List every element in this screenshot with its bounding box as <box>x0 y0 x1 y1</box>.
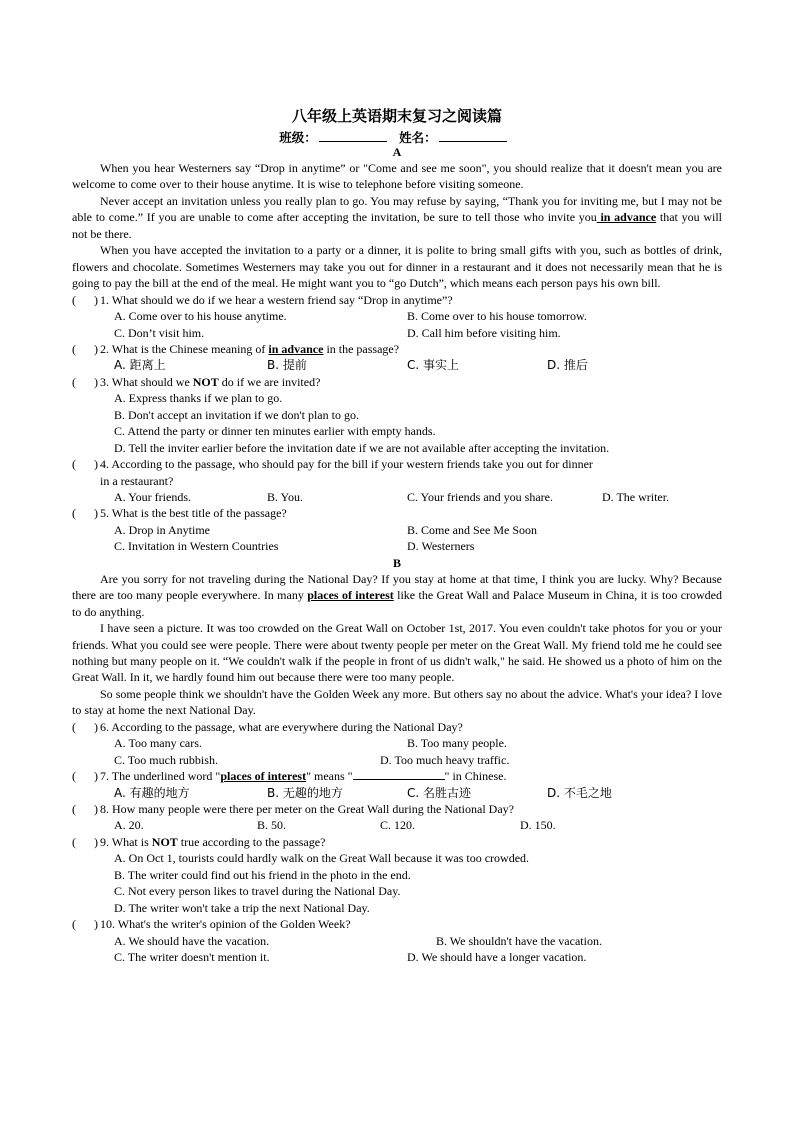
option-a: A. Drop in Anytime <box>114 522 210 537</box>
option-a: A. Come over to his house anytime. <box>114 309 287 324</box>
passage-b-paragraph-1: Are you sorry for not traveling during the National Day? If you stay at home at that time, I think you are lucky. Why? Because there are too many people everywhere. In many places of interest like the Great Wall and Palace Museum in China, it is too crowded to do anything. <box>72 571 723 619</box>
option-b: B. Don't accept an invitation if we don't plan to go. <box>114 407 359 422</box>
options-row <box>72 752 722 768</box>
options-row <box>72 423 722 439</box>
option-b: B. 无趣的地方 <box>267 785 343 800</box>
underlined-phrase-in-advance: in advance <box>596 210 657 225</box>
exam-page <box>72 104 722 965</box>
options-row <box>72 538 722 554</box>
option-c: C. The writer doesn't mention it. <box>114 950 270 964</box>
option-b: B. We shouldn't have the vacation. <box>436 933 602 948</box>
option-c: C. 120. <box>380 818 416 833</box>
passage-a-paragraph-1: When you hear Westerners say “Drop in anytime” or "Come and see me soon", you should realize that it doesn't mean you are welcome to come over to their house anytime. It is wise to telephone before visiting someone. <box>72 161 722 192</box>
question-6: ( ) 6. According to the passage, what are everywhere during the National Day? <box>72 719 463 734</box>
options-row <box>72 308 722 324</box>
option-b: B. Too many people. <box>407 736 507 751</box>
option-b: B. 提前 <box>267 358 307 373</box>
options-row <box>72 883 722 899</box>
option-d: D. 150. <box>520 818 556 833</box>
question-7: ( ) 7. The underlined word "places of interest" means " " in Chinese. <box>72 769 507 784</box>
section-b-label: B <box>392 555 401 570</box>
class-blank[interactable] <box>319 129 387 142</box>
options-row <box>72 817 722 833</box>
option-d: D. Call him before visiting him. <box>407 325 561 340</box>
answer-blank[interactable]: ( ) <box>72 374 98 389</box>
question-4-continued: in a restaurant? <box>100 473 174 488</box>
section-a-label: A <box>392 145 402 159</box>
option-d: D. Tell the inviter earlier before the invitation date if we are not available after accepting the invitation. <box>114 440 610 455</box>
answer-blank[interactable]: ( ) <box>72 719 98 734</box>
option-b: B. You. <box>267 489 304 504</box>
answer-blank[interactable]: ( ) <box>72 802 98 817</box>
option-c: C. Attend the party or dinner ten minutes earlier with empty hands. <box>114 424 436 439</box>
name-label: 姓名： <box>399 130 437 145</box>
translation-blank[interactable] <box>353 768 445 780</box>
option-a: A. Your friends. <box>114 489 192 504</box>
option-a: A. 20. <box>114 818 144 833</box>
question-5: ( ) 5. What is the best title of the passage? <box>72 506 287 521</box>
options-row <box>72 949 722 965</box>
answer-blank[interactable]: ( ) <box>72 917 98 932</box>
option-c: C. 名胜古迹 <box>407 785 472 800</box>
options-row <box>72 522 722 538</box>
option-d: D. 不毛之地 <box>547 785 612 800</box>
passage-b-paragraph-2: I have seen a picture. It was too crowded on the Great Wall on October 1st, 2017. You even couldn't take photos for you or your friends. What you could see were people. There were about twenty people per meter on the Great Wall. My friend told me he could see nothing but many people on it. “We couldn't walk if the people in front of us didn't walk," he said. He showed us a photo of him on the Great Wall. In it, we hardly found him out because there were too many people. <box>72 621 722 685</box>
page-title: 八年级上英语期末复习之阅读篇 <box>291 107 502 125</box>
question-3: ( ) 3. What should we NOT do if we are invited? <box>72 374 321 389</box>
options-row <box>72 440 722 456</box>
options-row <box>72 390 722 406</box>
option-c: C. 事实上 <box>407 358 460 373</box>
option-c: C. Don’t visit him. <box>114 325 205 340</box>
option-c: C. Too much rubbish. <box>114 752 218 767</box>
option-b: B. Come over to his house tomorrow. <box>407 309 587 324</box>
passage-b-paragraph-3: So some people think we shouldn't have the Golden Week any more. But others say no about the advice. What's your idea? I love to stay at home the next National Day. <box>72 686 722 718</box>
answer-blank[interactable]: ( ) <box>72 834 98 849</box>
option-b: B. The writer could find out his friend in the photo in the end. <box>114 867 411 882</box>
underlined-phrase-places-of-interest: places of interest <box>307 588 394 603</box>
option-b: B. 50. <box>257 818 287 833</box>
option-b: B. Come and See Me Soon <box>407 522 537 537</box>
option-a: A. Express thanks if we plan to go. <box>114 391 283 406</box>
question-9: ( ) 9. What is NOT true according to the passage? <box>72 834 326 849</box>
question-1: ( ) 1. What should we do if we hear a western friend say “Drop in anytime”? <box>72 292 453 307</box>
question-2: ( ) 2. What is the Chinese meaning of in advance in the passage? <box>72 341 400 356</box>
options-row <box>72 735 722 751</box>
options-row <box>72 867 722 883</box>
answer-blank[interactable]: ( ) <box>72 457 98 472</box>
option-a: A. We should have the vacation. <box>114 933 270 948</box>
answer-blank[interactable]: ( ) <box>72 292 98 307</box>
option-d: D. The writer won't take a trip the next National Day. <box>114 900 370 915</box>
answer-blank[interactable]: ( ) <box>72 341 98 356</box>
option-d: D. The writer. <box>602 489 670 504</box>
question-4: ( ) 4. According to the passage, who should pay for the bill if your western friends take you out for dinner <box>72 457 593 472</box>
options-row <box>72 407 722 423</box>
option-a: A. 有趣的地方 <box>114 785 190 800</box>
options-row <box>72 325 722 341</box>
option-c: C. Not every person likes to travel during the National Day. <box>114 884 401 899</box>
options-row <box>72 357 722 373</box>
option-c: C. Invitation in Western Countries <box>114 539 279 554</box>
answer-blank[interactable]: ( ) <box>72 506 98 521</box>
options-row <box>72 850 722 866</box>
option-a: A. 距离上 <box>114 358 166 373</box>
question-8: ( ) 8. How many people were there per meter on the Great Wall during the National Day? <box>72 802 514 817</box>
option-d: D. Westerners <box>407 539 475 554</box>
option-a: A. On Oct 1, tourists could hardly walk on the Great Wall because it was too crowded. <box>114 851 530 866</box>
options-row <box>72 900 722 916</box>
class-label: 班级： <box>279 130 317 145</box>
question-10: ( ) 10. What's the writer's opinion of the Golden Week? <box>72 917 351 932</box>
option-d: D. 推后 <box>547 358 588 373</box>
passage-a-paragraph-2: Never accept an invitation unless you really plan to go. You may refuse by saying, “Thank you for inviting me, but I may not be able to come.” If you are unable to come after accepting the invitation, be sure to tell those who invite you in advance that you will not be there. <box>72 193 722 241</box>
option-d: D. Too much heavy traffic. <box>380 752 510 767</box>
name-blank[interactable] <box>439 129 507 142</box>
answer-blank[interactable]: ( ) <box>72 769 98 784</box>
options-row <box>72 489 722 505</box>
option-d: D. We should have a longer vacation. <box>407 950 587 964</box>
passage-a-paragraph-3: When you have accepted the invitation to a party or a dinner, it is polite to bring small gifts with you, such as bottles of drink, flowers and chocolate. Sometimes Westerners may take you out for dinner in a restaurant and it does not necessarily mean that he is going to pay the bill at the end of the meal. He might want you to “go Dutch”, which means each person pays his own bill. <box>72 243 722 291</box>
options-row <box>72 933 722 949</box>
options-row <box>72 785 722 801</box>
option-a: A. Too many cars. <box>114 736 202 751</box>
option-c: C. Your friends and you share. <box>407 489 553 504</box>
